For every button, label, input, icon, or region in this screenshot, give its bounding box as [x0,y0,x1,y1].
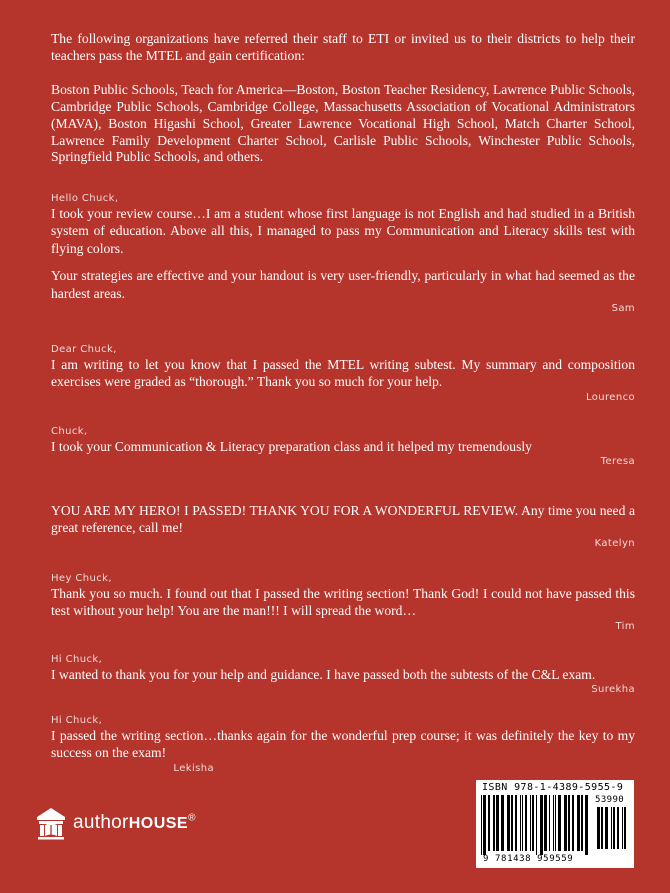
barcode-bar [597,807,600,849]
testimonial-greeting: Hello Chuck, [51,193,119,204]
testimonial-text: YOU ARE MY HERO! I PASSED! THANK YOU FOR A WONDERFUL REVIEW. Any time you need a great reference, call me! [51,503,635,536]
barcode-bar [501,795,504,851]
ean-number: 9 781438 959559 [483,854,574,864]
isbn-label: ISBN 978-1-4389-5955-9 [482,782,624,793]
barcode-bar [568,795,570,851]
barcode-bar [532,795,534,851]
publisher-name: authorHOUSE® [73,812,196,833]
price-code: 53990 [595,795,625,805]
testimonial-signature: Surekha [591,684,635,696]
testimonial-tim [51,572,635,634]
testimonial-text: I took your Communication & Literacy preparation class and it helped my tremendously [51,439,532,454]
price-barcode-bars [596,807,630,853]
barcode-bar [555,795,556,851]
barcode-bar [536,795,537,855]
barcode-bar [577,795,580,851]
testimonial-surekha [51,653,635,697]
barcode-bar [511,795,513,851]
barcode-bar [525,795,527,851]
barcode-bar [544,795,547,851]
barcode-bar [540,795,543,855]
testimonial-text: I wanted to thank you for your help and guidance. I have passed both the subtests of the C&L exam. [51,667,596,682]
organizations-list: Boston Public Schools, Teach for America—Boston, Boston Teacher Residency, Lawrence Public Schools, Cambridge Public Schools, Cambridge College, Massachusetts Association of Vocational Administrators (MAVA), Boston Higashi School, Greater Lawrence Vocational High School, Match Charter School, Lawrence Family Development Charter School, Carlisle Public Schools, Winchester Public Schools, Springfield Public Schools, and others. [51,81,635,165]
authorhouse-logo [36,806,226,840]
house-book-icon [36,806,66,840]
testimonial-sam [51,192,635,316]
barcode-bar [601,807,603,849]
testimonial-lekisha [51,714,635,776]
barcode-bar [515,795,517,851]
testimonial-text: Your strategies are effective and your handout is very user-friendly, particularly in what had seemed as the hardest areas. [51,268,635,301]
barcode-bar [481,795,482,855]
testimonial-signature: Lourenco [585,391,635,403]
barcode-bar [530,795,531,851]
barcode-bars [480,795,592,855]
barcode-bar [624,807,626,849]
barcode-bar [581,795,583,851]
testimonial-katelyn [51,502,635,551]
barcode-bar [553,795,554,851]
barcode-bar [611,807,612,849]
testimonial-greeting: Hi Chuck, [51,715,103,726]
testimonial-text: I am writing to let you know that I passed the MTEL writing subtest. My summary and composition exercises were graded as “thorough.” Thank you so much for your help. [51,357,635,390]
barcode-bar [520,795,521,851]
barcode-bar [549,795,550,851]
intro-paragraph: The following organizations have referred their staff to ETI or invited us to their districts to help their teachers pass the MTEL and gain certification: [51,31,635,63]
barcode-bar [522,795,523,851]
barcode-bar [493,795,495,851]
barcode-bar [585,795,588,855]
barcode-bar [564,795,567,851]
testimonial-teresa [51,425,635,469]
barcode-bar [558,795,561,851]
testimonial-signature: Teresa [600,456,635,468]
testimonial-greeting: Chuck, [51,426,88,437]
barcode-bar [488,795,490,851]
barcode-bar [605,807,608,849]
testimonial-signature: Sam [611,303,635,315]
testimonial-greeting: Hi Chuck, [51,654,103,665]
testimonial-text: I took your review course…I am a student whose first language is not English and had studied in a British system of education. Above all this, I managed to pass my Communication and Literacy skills test with flying colors. [51,206,635,256]
testimonial-signature: Tim [615,620,635,632]
barcode-bar [572,795,574,851]
barcode-bar [613,807,615,849]
intro-section [51,31,635,183]
barcode-bar [622,807,623,849]
testimonial-signature: Lekisha [173,762,214,774]
testimonial-signature: Katelyn [594,537,635,549]
testimonial-text: I passed the writing section…thanks again for the wonderful prep course; it was definitely the key to my success on the exam! [51,728,635,761]
testimonial-greeting: Hey Chuck, [51,573,112,584]
barcode-bar [496,795,499,851]
barcode-bar [617,807,619,849]
isbn-barcode [476,780,634,868]
barcode-bar [483,795,486,855]
testimonial-greeting: Dear Chuck, [51,344,117,355]
barcode-bar [507,795,510,851]
testimonial-lourenco [51,343,635,405]
testimonial-text: Thank you so much. I found out that I passed the writing section! Thank God! I could not have passed this test without your help! You are the man!!! I will spread the word… [51,586,635,619]
